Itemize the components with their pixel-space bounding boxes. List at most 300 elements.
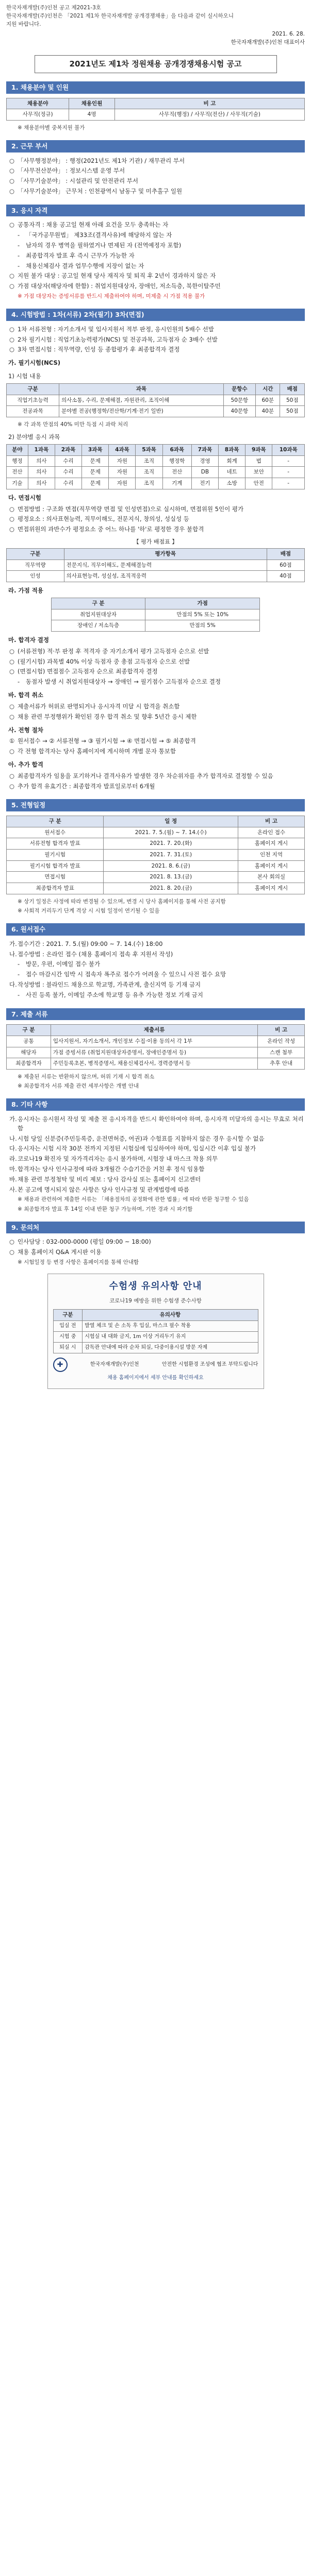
poster-link: 채용 홈페이지에서 세부 안내를 확인하세요	[107, 1375, 204, 1381]
table-cell: 본사 회의실	[238, 872, 305, 883]
recruit-table	[6, 98, 305, 121]
table-header: 배점	[280, 383, 305, 395]
list-item	[6, 241, 305, 250]
list-marker: ○	[9, 272, 15, 280]
list-item	[6, 221, 305, 230]
note: ※ 제출된 서류는 반환하지 않으며, 허위 기재 시 합격 취소	[18, 1073, 155, 1080]
list-item	[6, 647, 305, 656]
table-cell: -	[272, 467, 305, 478]
poster-table	[53, 1309, 258, 1353]
table-cell: 2021. 7. 20.(화)	[104, 838, 238, 850]
item-list	[6, 325, 305, 354]
list-text: 본 공고에 명시되지 않은 사항은 당사 인사규정 및 관계법령에 따름	[18, 1185, 189, 1193]
table-header: 2과목	[55, 445, 81, 456]
table-cell: 취업지원대상자	[51, 609, 145, 620]
subsection-heading: 가. 필기시험(NCS)	[8, 359, 60, 367]
table-header: 채용인원	[69, 98, 115, 109]
table-cell: 전산	[162, 467, 191, 478]
list-item	[6, 747, 305, 756]
table-header: 구분	[7, 549, 64, 560]
table-cell: 40점	[267, 571, 304, 582]
table-header: 8과목	[219, 445, 245, 456]
subsection-heading: 바. 합격 취소	[8, 691, 43, 699]
list-text: 평정요소 : 의사표현능력, 직무이해도, 전문지식, 창의성, 성실성 등	[18, 515, 189, 523]
table-header: 5과목	[136, 445, 162, 456]
notice-issuer: 한국자재개발(주)인천 대표이사	[231, 39, 305, 45]
table-cell: 수리	[55, 467, 81, 478]
list-text: 「국가공무원법」 제33조(결격사유)에 해당하지 않는 자	[26, 231, 172, 239]
table-caption: 【 평가 배점표 】	[133, 538, 178, 546]
section-4	[6, 309, 305, 791]
table-cell: 법	[245, 455, 272, 467]
table-cell: 인천 지역	[238, 849, 305, 860]
list-marker: -	[18, 971, 20, 978]
list-marker: ○	[9, 748, 15, 755]
list-marker: ○	[9, 325, 15, 333]
table-header: 3과목	[82, 445, 109, 456]
table-cell: 60분	[256, 395, 280, 406]
table-cell: 시험 중	[53, 1332, 83, 1343]
table-header-row	[7, 445, 305, 456]
table-cell: 의사표현능력, 성실성, 조직적응력	[64, 571, 267, 582]
table-cell: 입사지원서, 자기소개서, 개인정보 수집·이용 동의서 각 1부	[51, 1036, 257, 1047]
table-row	[51, 620, 259, 632]
table-body	[7, 827, 305, 894]
list-text: (서류전형) 적·부 판정 후 적격자 중 자기소개서 평가 고득점자 순으로 선발	[18, 647, 209, 655]
shield-icon: ✚	[53, 1358, 68, 1372]
list-marker: ○	[9, 282, 15, 290]
table-cell: 기계	[162, 478, 191, 489]
list-item	[6, 677, 305, 687]
list-marker: 바.	[9, 1175, 17, 1183]
table-header: 구 분	[7, 1025, 51, 1036]
table-cell: 추후 안내	[258, 1058, 305, 1070]
list-item	[6, 782, 305, 791]
list-text: 응시자는 응시원서 작성 및 제출 전 응시자격을 반드시 확인하여야 하며, 응시자격 미달자의 응시는 무효로 처리함	[18, 1115, 304, 1132]
list-marker: ○	[9, 167, 15, 175]
section-3	[6, 205, 305, 300]
table-cell: 온라인 접수	[238, 827, 305, 838]
list-item	[6, 1248, 305, 1257]
section-heading: 2. 근무 부서	[6, 140, 305, 152]
list-text: 2차 필기시험 : 직업기초능력평가(NCS) 및 전공과목, 고득점자 순 3배수 선발	[18, 335, 218, 343]
item-list	[6, 940, 305, 1000]
table-header: 4과목	[109, 445, 136, 456]
table-header: 평가항목	[64, 549, 267, 560]
list-text: 제출서류가 허위로 판명되거나 응시자격 미달 시 합격을 취소함	[18, 702, 180, 710]
table-cell: 소방	[219, 478, 245, 489]
table-row	[7, 872, 305, 883]
table-cell: 시험실 내 대화 금지, 1m 이상 거리두기 유지	[83, 1332, 258, 1343]
list-item	[6, 772, 305, 781]
list-item	[6, 262, 305, 271]
list-text: 「사무기술분야」 : 시설관리 및 안전관리 부서	[18, 177, 139, 185]
table-cell: 의사	[28, 478, 55, 489]
table-cell: 온라인 작성	[258, 1036, 305, 1047]
list-item	[6, 713, 305, 722]
subsection-heading: 1) 시험 내용	[8, 372, 41, 380]
list-text: 인사담당 : 032-000-0000 (평일 09:00 ~ 18:00)	[18, 1238, 151, 1246]
list-text: 지원 불가 대상 : 공고일 현재 당사 재직자 및 퇴직 후 2년이 경과하지 않은 자	[18, 272, 216, 280]
list-text: 응시자는 시험 시작 30분 전까지 지정된 시험실에 입실하여야 하며, 입실시간 이후 입실 불가	[18, 1145, 256, 1153]
list-marker: ○	[9, 335, 15, 343]
item-list	[6, 647, 305, 687]
list-marker: 마.	[9, 1165, 17, 1173]
poster-title: 수험생 유의사항 안내	[109, 1281, 202, 1292]
list-text: 원서접수 → ② 서류전형 → ③ 필기시험 → ④ 면접시험 → ⑤ 최종합격	[18, 737, 196, 745]
list-marker: ○	[9, 1248, 15, 1256]
table-header: 6과목	[162, 445, 191, 456]
table-cell: 회계	[219, 455, 245, 467]
table-header: 1과목	[28, 445, 55, 456]
list-text: (필기시험) 과목별 40% 이상 득점자 중 총점 고득점자 순으로 선발	[18, 657, 190, 665]
table-header: 9과목	[245, 445, 272, 456]
list-item	[6, 282, 305, 291]
list-marker: ○	[9, 702, 15, 710]
list-item	[6, 157, 305, 166]
section-heading: 7. 제출 서류	[6, 1008, 305, 1021]
list-text: 작성방법 : 블라인드 채용으로 학교명, 가족관계, 출신지역 등 기재 금지	[18, 981, 201, 988]
table-cell: 분야별 전공(행정학/전산학/기계·전기 일반)	[59, 406, 224, 417]
list-item	[6, 702, 305, 711]
list-text: 각 전형 합격자는 당사 홈페이지에 게시하며 개별 문자 통보함	[18, 748, 176, 755]
table-cell: 보안	[245, 467, 272, 478]
item-list	[6, 221, 305, 291]
table-row	[7, 860, 305, 872]
table-cell: 인성	[7, 571, 64, 582]
list-item	[6, 991, 305, 1000]
section-heading: 5. 전형일정	[6, 799, 305, 811]
table-row	[53, 1332, 258, 1343]
table-cell: 사무직(정규)	[7, 109, 69, 121]
item-list	[6, 737, 305, 756]
table-cell: 홈페이지 게시	[238, 860, 305, 872]
list-marker: ○	[9, 647, 15, 655]
table-cell: DB	[191, 467, 218, 478]
table-cell: 50문항	[223, 395, 255, 406]
list-text: 접수 마감시간 임박 시 접속자 폭주로 접수가 어려울 수 있으니 사전 접수 요망	[26, 971, 226, 978]
table-body	[7, 455, 305, 489]
table-cell: 수리	[55, 455, 81, 467]
table-header: 제출서류	[51, 1025, 257, 1036]
list-text: 방문, 우편, 이메일 접수 불가	[26, 960, 101, 968]
meta-line: 한국자재개발(주)인천은 「2021 제1차 한국자재개발 공개경쟁채용」을 다음과 같이 실시하오니	[6, 12, 234, 19]
list-item	[6, 1134, 305, 1144]
list-item	[6, 345, 305, 354]
list-text: 면접위원의 과반수가 평정요소 중 어느 하나를 '하'로 평정한 경우 불합격	[18, 526, 204, 533]
item-list	[6, 772, 305, 791]
table-row	[7, 1058, 305, 1070]
table-row	[7, 478, 305, 489]
list-item	[6, 1144, 305, 1154]
list-item	[6, 166, 305, 176]
table-row	[7, 883, 305, 894]
table-cell: 필기시험	[7, 849, 104, 860]
table-header: 일 정	[104, 816, 238, 827]
table-cell: 경영	[191, 455, 218, 467]
list-text: 동점자 발생 시 취업지원대상자 → 장애인 → 필기점수 고득점자 순으로 결정	[26, 678, 221, 686]
meta-line: 지원 바랍니다.	[6, 21, 41, 27]
list-marker: 가.	[9, 1115, 17, 1123]
table-cell: 사무직(행정) / 사무직(전산) / 사무직(기술)	[114, 109, 304, 121]
table-cell: 전산	[7, 467, 28, 478]
table-header: 문항수	[223, 383, 255, 395]
table-cell: 수리	[55, 478, 81, 489]
list-item	[6, 177, 305, 186]
documents-table	[6, 1024, 305, 1070]
table-cell: 문제	[82, 455, 109, 467]
table-cell: 직업기초능력	[7, 395, 59, 406]
subsection-heading: 사. 전형 절차	[8, 726, 43, 734]
subsection-heading: 아. 추가 합격	[8, 760, 43, 768]
table-cell: 50점	[280, 395, 305, 406]
schedule-table	[6, 816, 305, 894]
list-marker: -	[18, 262, 20, 269]
list-marker: 다.	[9, 981, 17, 988]
list-marker: -	[18, 242, 20, 249]
list-text: 사진 등록 불가, 이메일 주소에 학교명 등 유추 가능한 정보 기재 금지	[26, 991, 203, 998]
list-item	[6, 940, 305, 949]
section-heading: 3. 응시 자격	[6, 205, 305, 217]
list-item	[6, 187, 305, 196]
list-marker: -	[18, 231, 20, 239]
table-cell: 행정학	[162, 455, 191, 467]
table-cell: 50점	[280, 406, 305, 417]
table-cell: 공통	[7, 1036, 51, 1047]
list-marker: -	[18, 678, 20, 686]
table-cell: 발열 체크 및 손 소독 후 입실, 마스크 필수 착용	[83, 1321, 258, 1332]
table-cell: 전기	[191, 478, 218, 489]
item-list	[6, 157, 305, 196]
section-8	[6, 1098, 305, 1213]
note: ※ 최종합격자 서류 제출 관련 세부사항은 개별 안내	[18, 1083, 139, 1090]
table-header: 구 분	[51, 598, 145, 609]
table-cell: 해당자	[7, 1047, 51, 1058]
list-item	[6, 251, 305, 261]
table-row	[7, 109, 305, 121]
notice-meta	[6, 4, 305, 28]
table-row	[53, 1343, 258, 1353]
list-item	[6, 667, 305, 676]
table-cell: 스캔 첨부	[258, 1047, 305, 1058]
table-row	[51, 609, 259, 620]
list-item	[6, 950, 305, 959]
list-text: 남자의 경우 병역을 필하였거나 면제된 자 (전역예정자 포함)	[26, 242, 182, 249]
list-text: (면접시험) 면접점수 고득점자 순으로 최종합격자 결정	[18, 668, 158, 675]
section-heading: 8. 기타 사항	[6, 1098, 305, 1111]
list-text: 면접방법 : 구조화 면접(직무역량 면접 및 인성면접)으로 실시하며, 면접위원 5인이 평가	[18, 505, 244, 513]
table-cell: 퇴실 시	[53, 1343, 83, 1353]
list-marker: 다.	[9, 1145, 17, 1153]
note: ※ 상기 일정은 사정에 따라 변경될 수 있으며, 변경 시 당사 홈페이지를 통해 사전 공지함	[18, 898, 226, 905]
table-cell: 2021. 8. 6.(금)	[104, 860, 238, 872]
section-heading: 4. 시험방법 : 1차(서류) 2차(필기) 3차(면접)	[6, 309, 305, 321]
list-item	[6, 505, 305, 514]
table-row	[7, 571, 305, 582]
subsection-heading: 다. 면접시험	[8, 494, 41, 501]
poster-message: 안전한 시험환경 조성에 협조 부탁드립니다	[161, 1362, 258, 1368]
document-title: 2021년도 제1차 정원채용 공개경쟁채용시험 공고	[35, 55, 277, 73]
section-heading: 1. 채용분야 및 인원	[6, 81, 305, 94]
table-cell: 조직	[136, 455, 162, 467]
table-cell: 네트	[219, 467, 245, 478]
list-item	[6, 1165, 305, 1174]
table-cell: 기술	[7, 478, 28, 489]
table-row	[7, 838, 305, 850]
note: ※ 각 과목 만점의 40% 미만 득점 시 과락 처리	[18, 421, 128, 428]
sub-blocks	[6, 636, 305, 791]
item-list	[6, 1238, 305, 1257]
list-marker: -	[18, 991, 20, 998]
table-cell: 2021. 7. 5.(월) ~ 7. 14.(수)	[104, 827, 238, 838]
table-row	[7, 827, 305, 838]
table-cell: 의사소통, 수리, 문제해결, 자원관리, 조직이해	[59, 395, 224, 406]
table-header: 채용분야	[7, 98, 69, 109]
list-item	[6, 657, 305, 667]
list-item	[6, 515, 305, 524]
section-heading: 9. 문의처	[6, 1222, 305, 1234]
list-text: 가점 대상자(해당자에 한함) : 취업지원대상자, 장애인, 저소득층, 북한이탈주민	[18, 282, 221, 290]
list-item	[6, 1175, 305, 1184]
list-text: 코로나19 확진자 및 자가격리자는 응시 불가하며, 시험장 내 마스크 착용 의무	[18, 1155, 218, 1163]
table-cell: 주민등록초본, 병적증명서, 채용신체검사서, 경력증명서 등	[51, 1058, 257, 1070]
subsection-heading: 2) 분야별 응시 과목	[8, 433, 60, 441]
list-text: 1차 서류전형 : 자기소개서 및 입사지원서 적부 판정, 응시인원의 5배수 선발	[18, 325, 214, 333]
table-row	[7, 406, 305, 417]
list-marker: ○	[9, 782, 15, 790]
table-cell: 홈페이지 게시	[238, 838, 305, 850]
notice-issuer-block	[6, 30, 305, 47]
table-cell: 전공과목	[7, 406, 59, 417]
subsection-heading: 마. 합격자 결정	[8, 636, 50, 644]
list-marker: -	[18, 960, 20, 968]
section-9	[6, 1222, 305, 1266]
list-marker: 나.	[9, 1134, 17, 1142]
list-text: 「사무행정분야」 : 행정(2021년도 제1차 기관) / 재무관리 부서	[18, 157, 185, 164]
table-cell: 40분	[256, 406, 280, 417]
list-item	[6, 335, 305, 345]
list-marker: -	[18, 251, 20, 259]
list-item	[6, 231, 305, 240]
list-marker: ○	[9, 346, 15, 353]
table-cell: 가점 증빙서류 (취업지원대상자증명서, 장애인증명서 등)	[51, 1047, 257, 1058]
table-row	[7, 1036, 305, 1047]
list-marker: 가.	[9, 940, 17, 947]
table-cell: 만점의 5%	[145, 620, 260, 632]
list-item	[6, 980, 305, 990]
list-marker: 라.	[9, 1155, 17, 1163]
note: ※ 최종합격자 발표 후 14일 이내 반환 청구 가능하며, 기한 경과 시 파기함	[18, 1206, 193, 1212]
list-item	[6, 325, 305, 334]
list-text: 채용신체검사 결과 업무수행에 지장이 없는 자	[26, 262, 144, 269]
table-header: 10과목	[272, 445, 305, 456]
list-item	[6, 525, 305, 534]
table-cell: 40문항	[223, 406, 255, 417]
list-item	[6, 1185, 305, 1195]
list-text: 3차 면접시험 : 직무역량, 인성 등 종합평가 후 최종합격자 결정	[18, 346, 180, 353]
note: ※ 채용과 관련하여 제출한 서류는 「채용절차의 공정화에 관한 법률」에 따라 반환 청구할 수 있음	[18, 1196, 249, 1203]
table-header: 비 고	[238, 816, 305, 827]
table-header: 과목	[59, 383, 224, 395]
subject-table	[6, 444, 305, 489]
section-6	[6, 923, 305, 999]
section-2	[6, 140, 305, 196]
list-text: 접수방법 : 온라인 접수 (채용 홈페이지 접속 후 지원서 작성)	[18, 950, 173, 958]
section-7	[6, 1008, 305, 1091]
list-item	[6, 970, 305, 979]
list-marker: ○	[9, 657, 15, 665]
list-marker: ○	[9, 505, 15, 513]
table-cell: 자원	[109, 478, 136, 489]
list-text: 채용 관련 부정행위가 확인된 경우 합격 취소 및 향후 5년간 응시 제한	[18, 713, 197, 720]
note: ※ 시험일정 등 변경 사항은 홈페이지를 통해 안내함	[18, 1259, 139, 1266]
section-heading: 6. 원서접수	[6, 923, 305, 936]
table-row	[7, 849, 305, 860]
poster-subtitle: 코로나19 예방을 위한 수험생 준수사항	[109, 1298, 202, 1304]
table-cell: 만점의 5% 또는 10%	[145, 609, 260, 620]
table-row	[7, 395, 305, 406]
note: ※ 사회적 거리두기 단계 격상 시 시험 일정이 연기될 수 있음	[18, 907, 160, 914]
table-header: 구분	[53, 1310, 83, 1321]
table-cell: 면접시험	[7, 872, 104, 883]
table-row	[53, 1321, 258, 1332]
notice-date: 2021. 6. 28.	[272, 31, 305, 38]
list-marker: ○	[9, 177, 15, 185]
table-header: 배점	[267, 549, 304, 560]
table-cell: 4명	[69, 109, 115, 121]
list-marker: ○	[9, 157, 15, 164]
list-marker: ○	[9, 515, 15, 523]
table-header: 7과목	[191, 445, 218, 456]
table-row	[7, 455, 305, 467]
list-marker: ○	[9, 526, 15, 533]
notice-poster	[47, 1274, 264, 1388]
list-marker: ○	[9, 668, 15, 675]
table-header: 구 분	[7, 816, 104, 827]
table-cell: 2021. 8. 13.(금)	[104, 872, 238, 883]
table-cell: 자원	[109, 455, 136, 467]
table-cell: -	[272, 478, 305, 489]
table-cell: 자원	[109, 467, 136, 478]
table-cell: 최종합격자	[7, 1058, 51, 1070]
table-cell: 안전	[245, 478, 272, 489]
meta-line: 한국자재개발(주)인천 공고 제2021-3호	[6, 5, 101, 11]
table-cell: 60점	[267, 560, 304, 571]
note: ※ 가점 대상자는 증빙서류를 반드시 제출하여야 하며, 미제출 시 가점 적용 불가	[18, 293, 205, 300]
table-cell: 조직	[136, 478, 162, 489]
table-row	[7, 1047, 305, 1058]
table-cell: 행정	[7, 455, 28, 467]
list-text: 「사무전산분야」 : 정보시스템 운영 부서	[18, 167, 125, 175]
list-text: 합격자는 당사 인사규정에 따라 3개월간 수습기간을 거친 후 정식 임용함	[18, 1165, 205, 1173]
list-text: 채용 홈페이지 Q&A 게시판 이용	[18, 1248, 102, 1256]
list-marker: 나.	[9, 950, 17, 958]
written-exam-table	[6, 383, 305, 417]
list-item	[6, 960, 305, 969]
table-cell: -	[272, 455, 305, 467]
table-cell: 직무역량	[7, 560, 64, 571]
list-text: 시험 당일 신분증(주민등록증, 운전면허증, 여권)과 수험표를 지참하지 않은 경우 응시할 수 없음	[18, 1134, 265, 1142]
table-header: 유의사항	[83, 1310, 258, 1321]
list-marker: ○	[9, 188, 15, 195]
table-cell: 입실 전	[53, 1321, 83, 1332]
table-cell: 최종합격자 발표	[7, 883, 104, 894]
table-cell: 필기시험 합격자 발표	[7, 860, 104, 872]
subsection-heading: 라. 가점 적용	[8, 587, 43, 595]
table-header: 비 고	[258, 1025, 305, 1036]
list-marker: 사.	[9, 1185, 17, 1193]
table-header: 비 고	[114, 98, 304, 109]
